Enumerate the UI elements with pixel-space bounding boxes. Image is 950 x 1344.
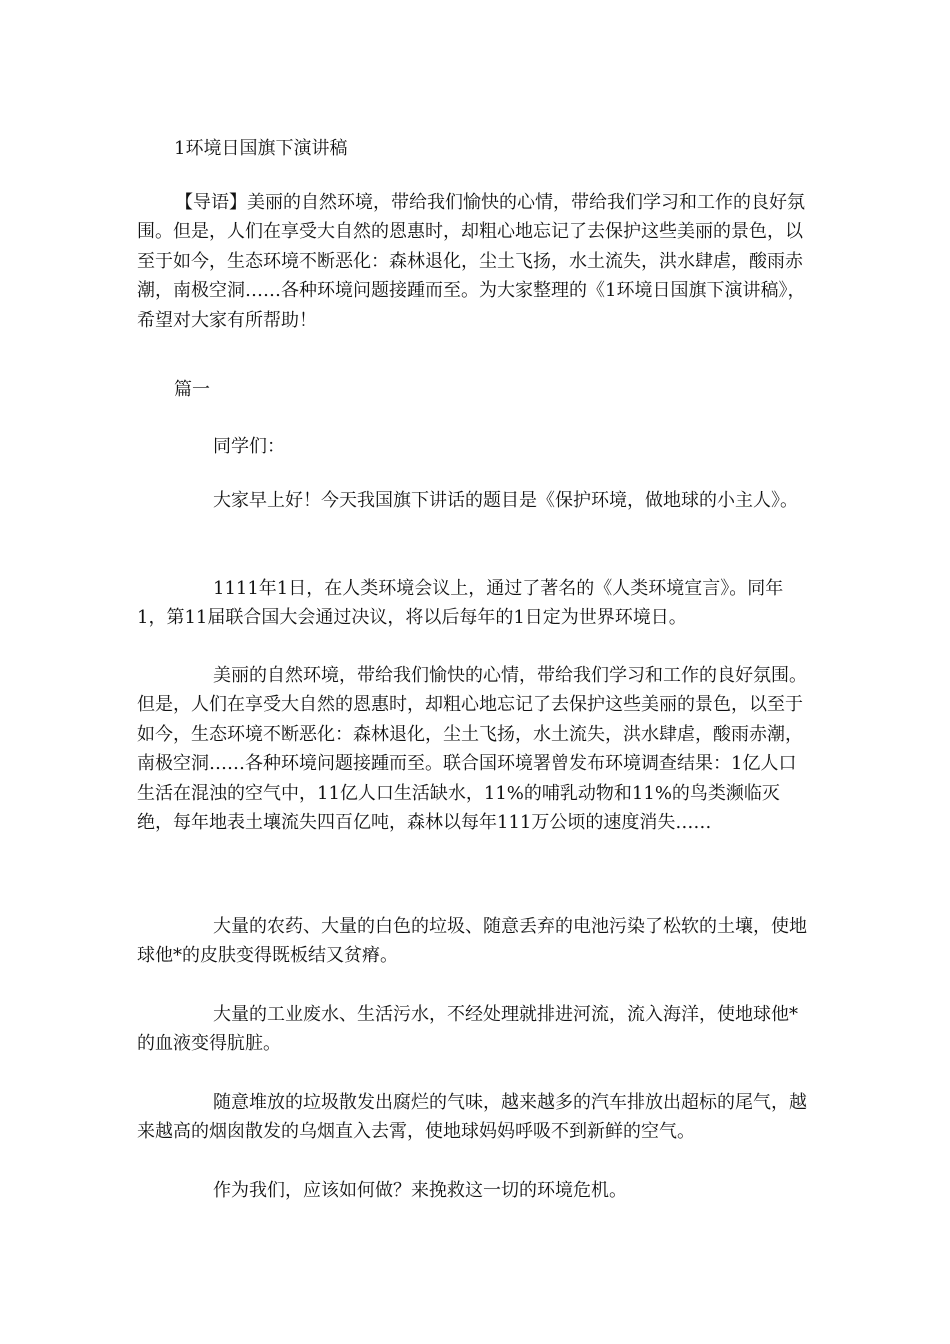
body-paragraph-3: 美丽的自然环境，带给我们愉快的心情，带给我们学习和工作的良好氛围。但是，人们在享受大自然的恩惠时，却粗心地忘记了去保护这些美丽的景色，以至于如今，生态环境不断恶化：森林退化，尘土飞扬，水土流失，洪水肆虐，酸雨赤潮，南极空洞……各种环境问题接踵而至。联合国环境署曾发布环境调查结果：1亿人口生活在混浊的空气中，11亿人口生活缺水，11%的哺乳动物和11%的鸟类濒临灭绝，每年地表土壤流失四百亿吨，森林以每年111万公顷的速度消失…… — [137, 665, 807, 834]
body-paragraph-1: 大家早上好！今天我国旗下讲话的题目是《保护环境，做地球的小主人》。 — [213, 490, 798, 511]
body-paragraph-5: 大量的工业废水、生活污水，不经处理就排进河流，流入海洋，使地球他*的血液变得肮脏。 — [137, 1004, 798, 1055]
body-paragraph-7: 作为我们，应该如何做？来挽救这一切的环境危机。 — [213, 1180, 627, 1201]
body-paragraph-4: 大量的农药、大量的白色的垃圾、随意丢弃的电池污染了松软的土壤，使地球他*的皮肤变得既板结又贫瘠。 — [137, 916, 807, 967]
document-title: 1环境日国旗下演讲稿 — [174, 138, 348, 159]
section-label: 篇一 — [174, 379, 210, 400]
body-paragraph-6: 随意堆放的垃圾散发出腐烂的气味，越来越多的汽车排放出超标的尾气，越来越高的烟囱散发的乌烟直入去霄，使地球妈妈呼吸不到新鲜的空气。 — [137, 1092, 807, 1143]
intro-paragraph: 【导语】美丽的自然环境，带给我们愉快的心情，带给我们学习和工作的良好氛围。但是，人们在享受大自然的恩惠时，却粗心地忘记了去保护这些美丽的景色，以至于如今，生态环境不断恶化：森林退化，尘土飞扬，水土流失，洪水肆虐，酸雨赤潮，南极空洞……各种环境问题接踵而至。为大家整理的《1环境日国旗下演讲稿》，希望对大家有所帮助！ — [137, 192, 806, 331]
salutation: 同学们： — [213, 436, 285, 457]
body-paragraph-2: 1111年1日，在人类环境会议上，通过了著名的《人类环境宣言》。同年1，第11届联合国大会通过决议，将以后每年的1日定为世界环境日。 — [137, 578, 784, 629]
